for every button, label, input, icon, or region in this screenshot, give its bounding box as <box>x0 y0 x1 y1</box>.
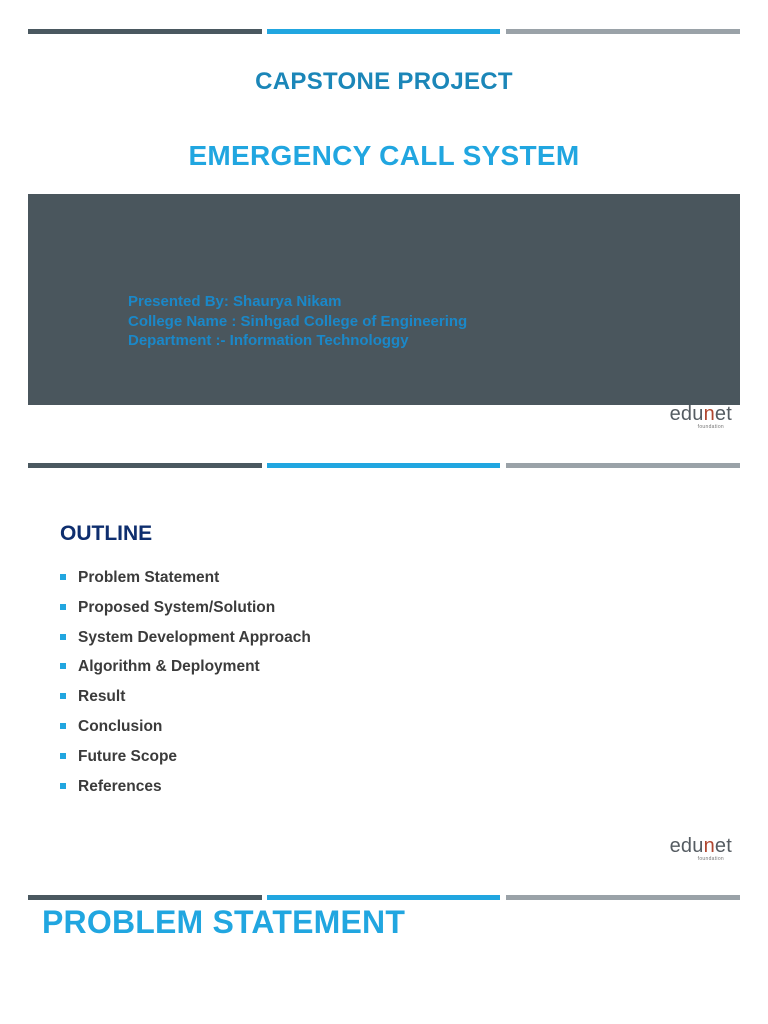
bullet-square-icon <box>60 604 66 610</box>
bullet-square-icon <box>60 574 66 580</box>
top-accent-bars <box>28 463 740 468</box>
list-item: Problem Statement <box>60 568 311 598</box>
outline-list <box>60 568 311 806</box>
list-item: References <box>60 777 311 807</box>
list-item: Conclusion <box>60 717 311 747</box>
slide-subtitle: EMERGENCY CALL SYSTEM <box>188 140 580 171</box>
bullet-square-icon <box>60 753 66 759</box>
slide-title: CAPSTONE PROJECT <box>255 68 513 95</box>
presenter-name: Presented By: Shaurya Nikam <box>128 293 342 310</box>
accent-bar-dark <box>28 463 262 468</box>
outline-heading: OUTLINE <box>60 522 153 545</box>
problem-statement-slide <box>0 892 768 1024</box>
top-accent-bars <box>28 29 740 34</box>
edunet-logo: edunet foundation <box>669 835 732 862</box>
accent-bar-dark <box>28 895 262 900</box>
bullet-square-icon <box>60 663 66 669</box>
presenter-panel <box>28 194 740 405</box>
accent-bar-grey <box>506 29 740 34</box>
accent-bar-blue <box>267 463 500 468</box>
list-item: Proposed System/Solution <box>60 598 311 628</box>
accent-bar-blue <box>267 29 500 34</box>
accent-bar-blue <box>267 895 500 900</box>
college-name: College Name : Sinhgad College of Engineering <box>128 312 468 330</box>
list-item: Result <box>60 687 311 717</box>
accent-bar-dark <box>28 29 262 34</box>
bullet-square-icon <box>60 634 66 640</box>
bullet-square-icon <box>60 723 66 729</box>
list-item: System Development Approach <box>60 628 311 658</box>
edunet-logo: edunet foundation <box>669 403 732 430</box>
outline-slide <box>0 460 768 880</box>
list-item: Algorithm & Deployment <box>60 657 311 687</box>
bullet-square-icon <box>60 693 66 699</box>
department-name: Department :- Information Technologgy <box>128 332 409 349</box>
title-slide <box>0 0 768 440</box>
accent-bar-grey <box>506 895 740 900</box>
bullet-square-icon <box>60 783 66 789</box>
presenter-info <box>128 292 467 351</box>
list-item: Future Scope <box>60 747 311 777</box>
top-accent-bars <box>28 895 740 900</box>
accent-bar-grey <box>506 463 740 468</box>
problem-statement-heading: PROBLEM STATEMENT <box>42 904 406 940</box>
